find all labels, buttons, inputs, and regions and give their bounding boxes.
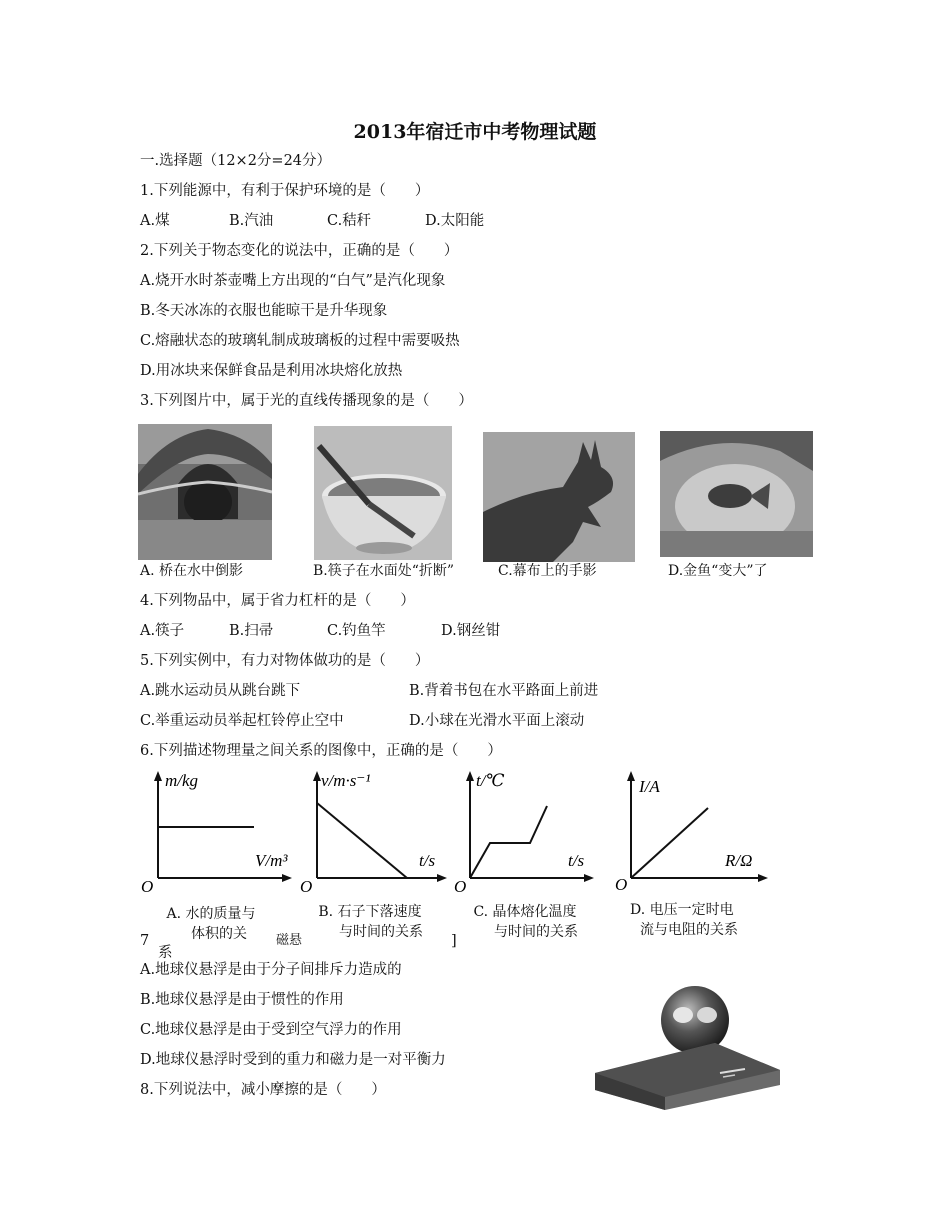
q4-option-c: C.钓鱼竿 [327,623,386,639]
graph-line [317,803,407,878]
q3-option-a: A. 桥在水中倒影 [140,563,244,579]
graph-c-caption-line2: 与时间的关系 [494,924,578,940]
q7-option-b: B.地球仪悬浮是由于惯性的作用 [140,992,344,1008]
bowl-chopstick-image [314,426,452,560]
graph-c-caption [460,902,590,942]
graph-a-caption-line1: A. 水的质量与 [166,906,256,922]
graph-b-caption [305,902,435,942]
q2-stem: 2.下列关于物态变化的说法中，正确的是（ ） [140,243,459,259]
x-arrow [282,874,292,882]
q4-stem: 4.下列物品中，属于省力杠杆的是（ ） [140,593,415,609]
q7-bracket-fragment: ] [451,933,457,949]
q7-number-fragment: 7 [140,933,150,949]
q5-option-a: A.跳水运动员从跳台跳下 [140,683,301,699]
bridge-reflection-image [138,424,272,560]
graph-c-temperature-time [452,768,602,898]
y-axis-label: v/m·s⁻¹ [321,771,371,790]
q1-option-b: B.汽油 [229,213,274,229]
graph-line [631,808,708,878]
hand-shadow-image [483,432,635,562]
q3-option-d: D.金鱼“变大”了 [668,563,768,579]
q7-option-c: C.地球仪悬浮是由于受到空气浮力的作用 [140,1022,402,1038]
maglev-globe-image [595,985,780,1110]
q2-option-d: D.用冰块来保鲜食品是利用冰块熔化放热 [140,363,403,379]
graph-b-caption-line1: B. 石子下落速度 [318,904,422,920]
graph-a-caption-line2: 体积的关 [191,926,247,942]
q3-option-b: B.筷子在水面处“折断” [313,563,455,579]
q1-stem: 1.下列能源中，有利于保护环境的是（ ） [140,183,430,199]
goldfish-image [660,431,813,557]
graph-d-caption-line2: 流与电阻的关系 [640,922,738,938]
y-axis-label: t/℃ [476,771,505,790]
q2-option-a: A.烧开水时茶壶嘴上方出现的“白气”是汽化现象 [140,273,446,289]
x-axis-label: t/s [568,851,585,870]
graph-a-mass-volume [135,768,295,898]
q7-option-d: D.地球仪悬浮时受到的重力和磁力是一对平衡力 [140,1052,446,1068]
graph-d-current-resistance [613,768,773,898]
q7-stem-fragment: 磁悬 [276,933,303,948]
q4-option-d: D.钢丝钳 [441,623,501,639]
graph-b-caption-line2: 与时间的关系 [339,924,423,940]
y-arrow [154,771,162,781]
origin-label: O [615,875,628,894]
q3-stem: 3.下列图片中，属于光的直线传播现象的是（ ） [140,393,473,409]
q4-option-a: A.筷子 [140,623,185,639]
x-axis-label: V/m³ [255,851,288,870]
q3-option-c: C.幕布上的手影 [498,563,597,579]
q7-option-a: A.地球仪悬浮是由于分子间排斥力造成的 [140,962,402,978]
y-axis-label: I/A [639,777,660,796]
q5-stem: 5.下列实例中，有力对物体做功的是（ ） [140,653,430,669]
graph-line [470,806,547,878]
graph-b-velocity-time [295,768,455,898]
q5-option-b: B.背着书包在水平路面上前进 [409,683,599,699]
page-title: 2013年宿迁市中考物理试题 [353,121,597,143]
q1-option-d: D.太阳能 [425,213,485,229]
q5-option-c: C.举重运动员举起杠铃停止空中 [140,713,344,729]
graph-d-caption-line1: D. 电压一定时电 [630,902,734,918]
q2-option-b: B.冬天冰冻的衣服也能晾干是升华现象 [140,303,388,319]
origin-label: O [300,877,313,896]
x-axis-label: t/s [419,851,436,870]
x-axis-label: R/Ω [725,851,753,870]
q6-stem: 6.下列描述物理量之间关系的图像中，正确的是（ ） [140,743,502,759]
origin-label: O [141,877,154,896]
graph-a-caption [155,904,267,944]
graph-d-caption [630,900,770,940]
graph-a-caption-line3: 系 [158,945,173,961]
q4-option-b: B.扫帚 [229,623,274,639]
q5-option-d: D.小球在光滑水平面上滚动 [409,713,585,729]
y-axis-label: m/kg [165,771,199,790]
q2-option-c: C.熔融状态的玻璃轧制成玻璃板的过程中需要吸热 [140,333,460,349]
graph-c-caption-line1: C. 晶体熔化温度 [473,904,577,920]
q8-stem: 8.下列说法中，减小摩擦的是（ ） [140,1082,386,1098]
section-heading: 一.选择题（12×2分=24分） [140,153,332,169]
origin-label: O [454,877,467,896]
q1-option-a: A.煤 [140,213,170,229]
q1-option-c: C.秸秆 [327,213,372,229]
